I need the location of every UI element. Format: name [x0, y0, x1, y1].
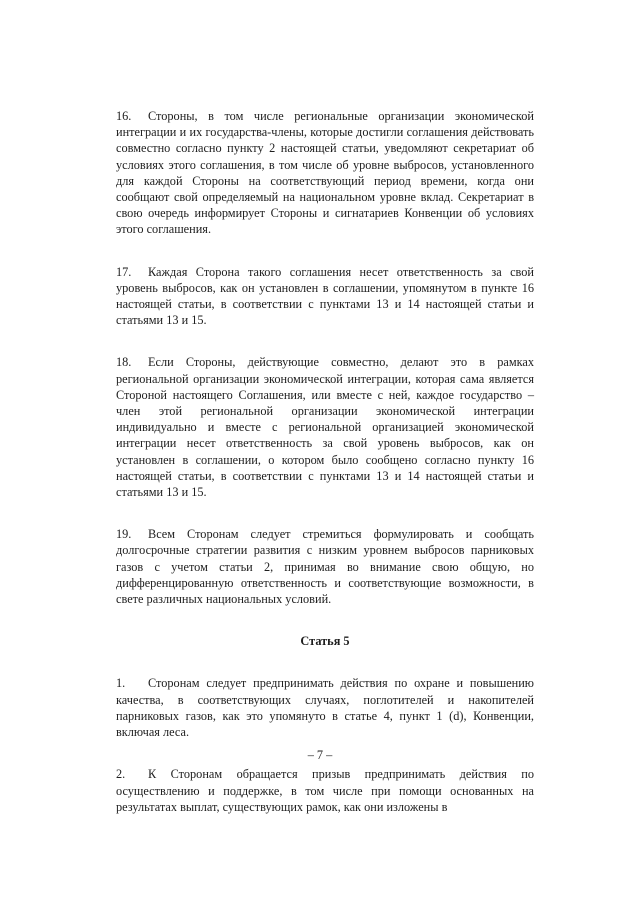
page-number: – 7 – [307, 748, 333, 762]
paragraph-number: 16. [116, 109, 132, 123]
article5-paragraph-1 [116, 675, 534, 740]
article5-paragraph-2 [116, 766, 534, 815]
paragraph-number: 19. [116, 527, 132, 542]
paragraph-number: 2. [116, 767, 126, 782]
paragraph-number: 18. [116, 355, 132, 370]
article-heading: Статья 5 [300, 634, 350, 649]
paragraph-16 [116, 108, 534, 238]
paragraph-19 [116, 526, 534, 607]
paragraph-17 [116, 264, 534, 329]
paragraph-text: Сторонам следует предпринимать действия по охране и повышению качества, в соответствующих случаях, поглотителей и накопителей парниковых газов, как это упомянуто в статье 4, пункт 1 (d), Конвенции, включая леса. [116, 676, 534, 740]
paragraph-text: Стороны, в том числе региональные организации экономической интеграции и их государства-члены, которые достигли соглашения действовать совместно согласно пункту 2 настоящей статьи, уведомляют секретариат об условиях этого соглашения, в том числе об уровне выбросов, установленного для каждой Стороны на соответствующий период времени, когда они сообщают свой определяемый на национальном уровне вклад. Секретариат в свою очередь информирует Стороны и сигнатариев Конвенции об условиях этого соглашения. [116, 109, 534, 237]
document-body [116, 108, 534, 815]
paragraph-number: 1. [116, 676, 126, 691]
paragraph-text: К Сторонам обращается призыв предпринимать действия по осуществлению и поддержке, в том числе при помощи основанных на результатах выплат, существующих рамок, как они изложены в [116, 767, 534, 814]
paragraph-18 [116, 354, 534, 500]
paragraph-text: Каждая Сторона такого соглашения несет ответственность за свой уровень выбросов, как он установлен в соглашении, упомянутом в пункте 16 настоящей статьи, в соответствии с пунктами 13 и 14 настоящей статьи и статьями 13 и 15. [116, 264, 534, 328]
paragraph-number: 17. [116, 264, 132, 279]
paragraph-text: Всем Сторонам следует стремиться формулировать и сообщать долгосрочные стратегии развития с низким уровнем выбросов парниковых газов с учетом статьи 2, принимая во внимание свою общую, но дифференцированную ответственность и соответствующие возможности, в свете различных национальных условий. [116, 527, 534, 607]
paragraph-text: Если Стороны, действующие совместно, делают это в рамках региональной организации экономической интеграции, которая сама является Стороной настоящего Соглашения, или вместе с ней, каждое государство – член этой региональной организации экономической интеграции индивидуально и вместе с региональной организацией экономической интеграции несет ответственность за свой уровень выбросов, как он установлен в соглашении, о котором было сообщено согласно пункту 16 настоящей статьи, в соответствии с пунктами 13 и 14 настоящей статьи и статьями 13 и 15. [116, 355, 534, 500]
